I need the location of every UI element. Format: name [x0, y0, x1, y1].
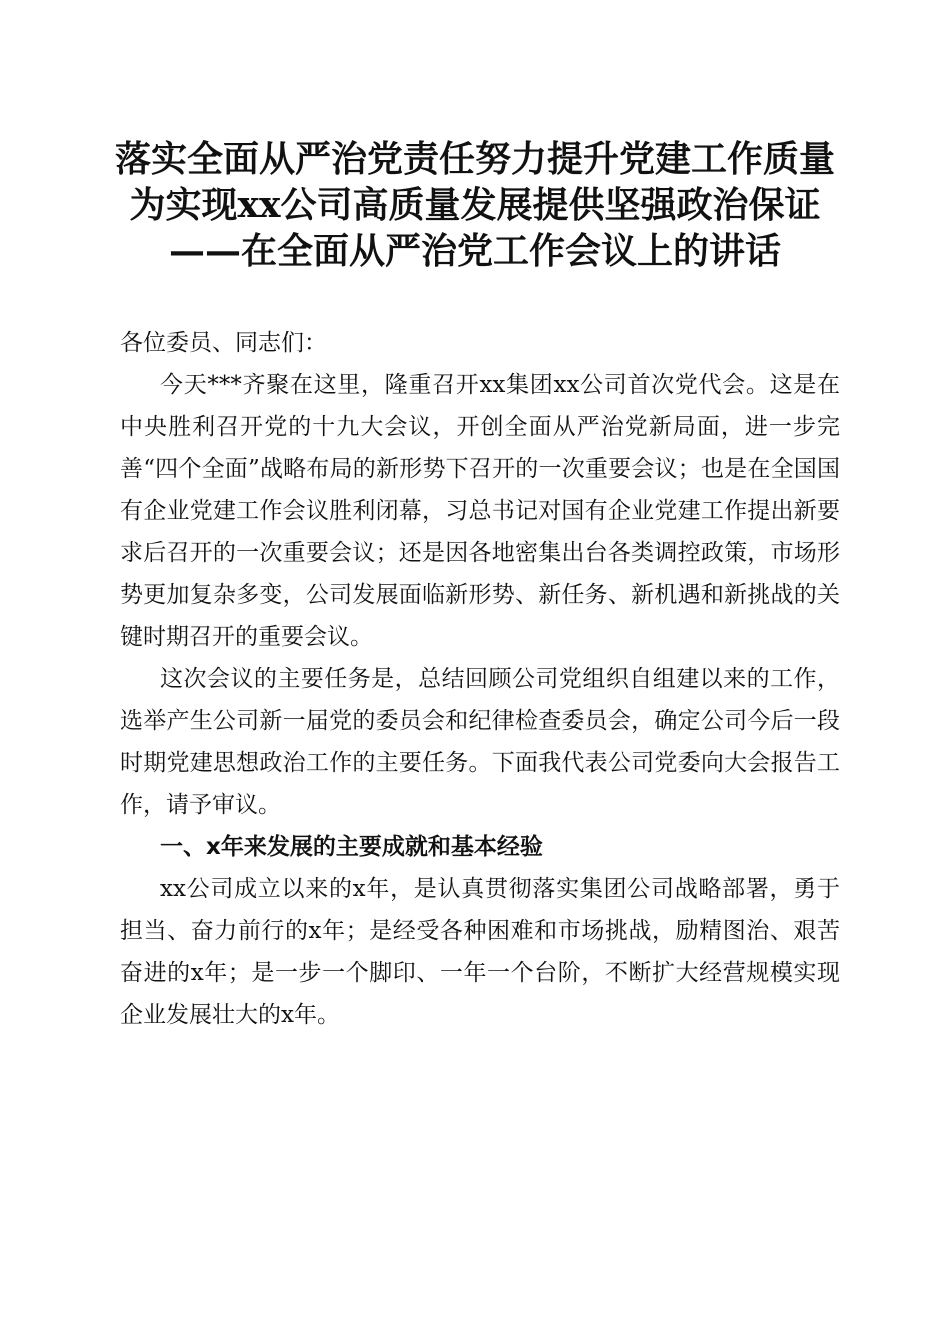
paragraph-achievements: xx公司成立以来的x年，是认真贯彻落实集团公司战略部署，勇于担当、奋力前行的x年；是经受各种困难和市场挑战，励精图治、艰苦奋进的x年；是一步一个脚印、一年一个台阶，不断扩大经营规模实现企业发展壮大的x年。 [120, 876, 840, 1028]
section-heading: 一、x年来发展的主要成就和基本经验 [160, 834, 543, 860]
title-line-3: ——在全面从严治党工作会议上的讲话 [168, 230, 781, 272]
salutation: 各位委员、同志们： [120, 330, 327, 356]
document-body [120, 322, 840, 1036]
title-line-1: 落实全面从严治党责任努力提升党建工作质量 [114, 138, 835, 180]
paragraph-opening: 今天***齐聚在这里，隆重召开xx集团xx公司首次党代会。这是在中央胜利召开党的十九大会议，开创全面从严治党新局面，进一步完善“四个全面”战略布局的新形势下召开的一次重要会议；也是在全国国有企业党建工作会议胜利闭幕，习总书记对国有企业党建工作提出新要求后召开的一次重要会议；还是因各地密集出台各类调控政策，市场形势更加复杂多变，公司发展面临新形势、新任务、新机遇和新挑战的关键时期召开的重要会议。 [120, 372, 840, 650]
paragraph-meeting-tasks: 这次会议的主要任务是，总结回顾公司党组织自组建以来的工作，选举产生公司新一届党的委员会和纪律检查委员会，确定公司今后一段时期党建思想政治工作的主要任务。下面我代表公司党委向大会报告工作，请予审议。 [120, 666, 840, 818]
title-line-2: 为实现xx公司高质量发展提供坚强政治保证 [129, 184, 821, 226]
document-title [60, 136, 890, 274]
